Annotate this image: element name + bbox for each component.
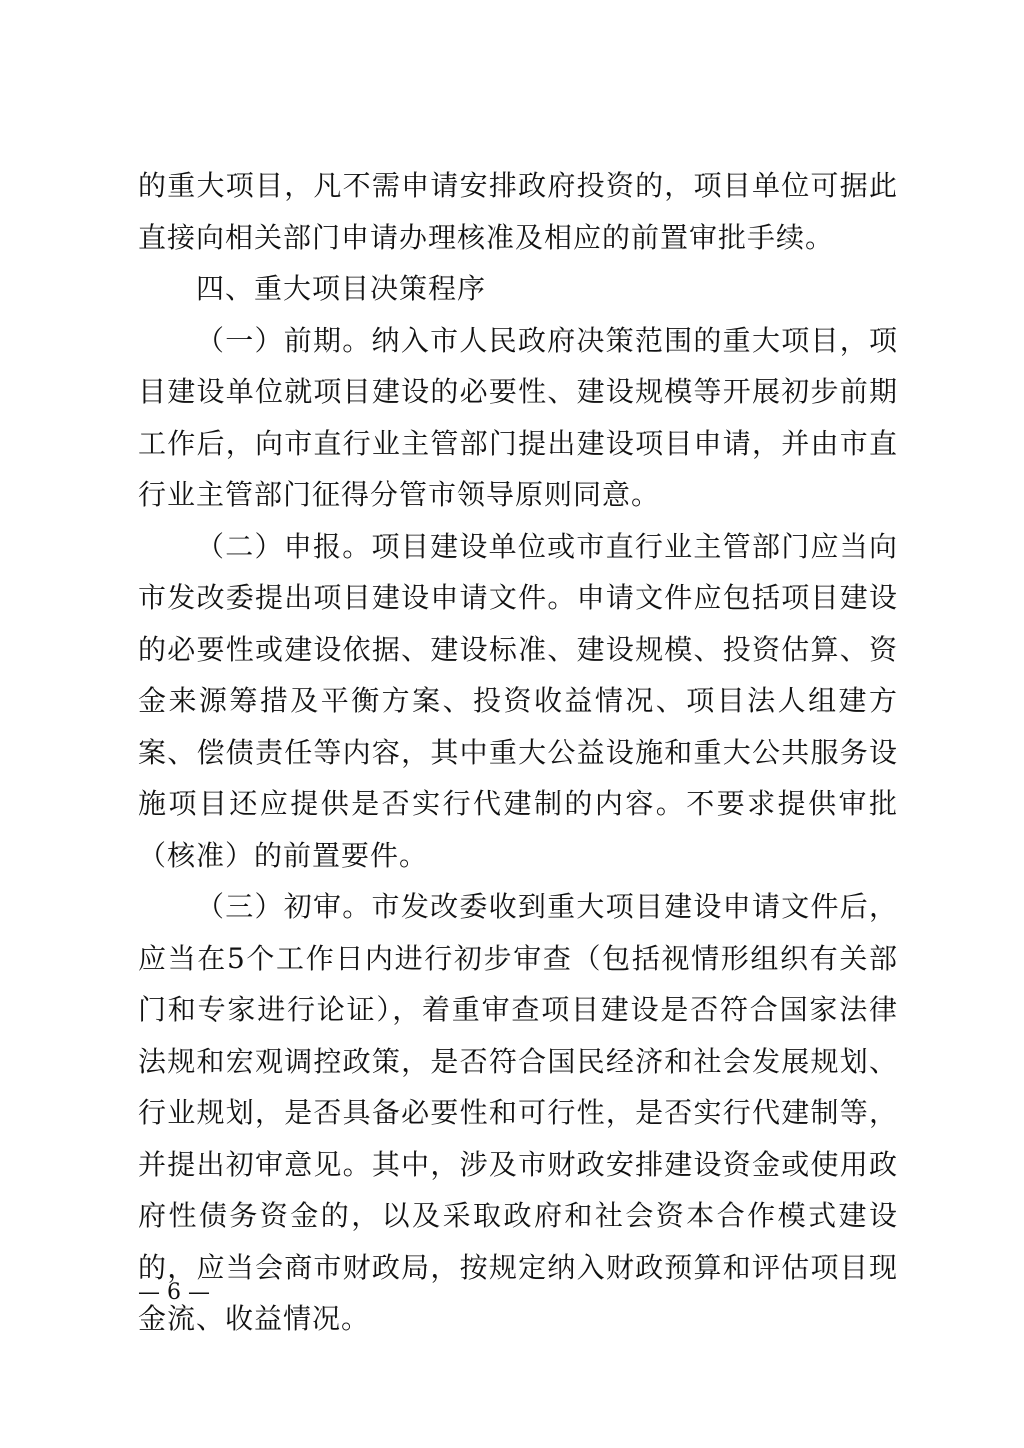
paragraph-initial-review: （三）初审。市发改委收到重大项目建设申请文件后，应当在5个工作日内进行初步审查（包括视情形组织有关部门和专家进行论证），着重审查项目建设是否符合国家法律法规和宏观调控政策，是否符合国民经济和社会发展规划、行业规划，是否具备必要性和可行性，是否实行代建制等，并提出初审意见。其中，涉及市财政安排建设资金或使用政府性债务资金的，以及采取政府和社会资本合作模式建设的，应当会商市财政局，按规定纳入财政预算和评估项目现金流、收益情况。 [138, 890, 898, 1335]
section-heading: 四、重大项目决策程序 [196, 272, 487, 305]
paragraph-application: （二）申报。项目建设单位或市直行业主管部门应当向市发改委提出项目建设申请文件。申请文件应包括项目建设的必要性或建设依据、建设标准、建设规模、投资估算、资金来源筹措及平衡方案、投资收益情况、项目法人组建方案、偿债责任等内容，其中重大公益设施和重大公共服务设施项目还应提供是否实行代建制的内容。不要求提供审批（核准）的前置要件。 [138, 529, 898, 872]
paragraph-preliminary: （一）前期。纳入市人民政府决策范围的重大项目，项目建设单位就项目建设的必要性、建设规模等开展初步前期工作后，向市直行业主管部门提出建设项目申请，并由市直行业主管部门征得分管市领导原则同意。 [138, 323, 898, 511]
page-number: — 6 — [138, 1280, 210, 1305]
paragraph-continuation: 的重大项目，凡不需申请安排政府投资的，项目单位可据此直接向相关部门申请办理核准及相应的前置审批手续。 [138, 169, 898, 254]
document-body [138, 160, 898, 1345]
